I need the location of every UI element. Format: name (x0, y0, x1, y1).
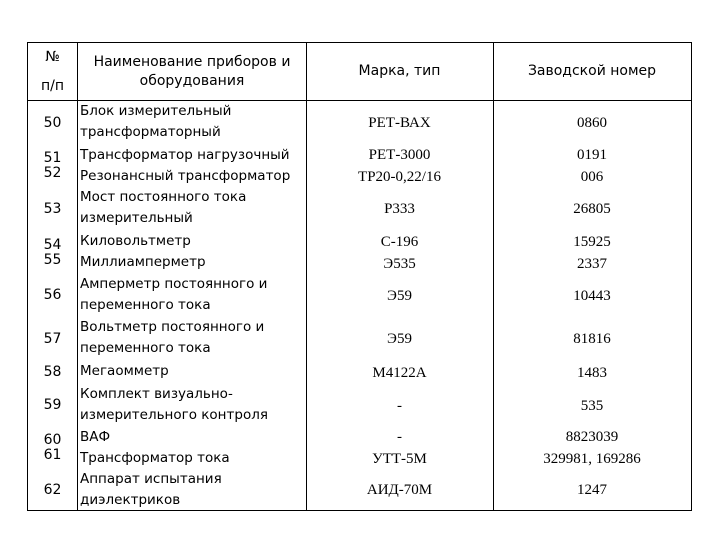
row-brand: Э59 (387, 287, 412, 304)
row-brand: С-196 Э535 (380, 233, 419, 272)
row-number: 51 52 (43, 150, 62, 181)
row-name: Аппарат испытания диэлектриков (80, 471, 222, 508)
row-brand: Р333 (384, 201, 415, 217)
row-serial: 0860 (577, 115, 607, 131)
row-name: Блок измерительный трансформаторный (80, 103, 232, 140)
header-brand: Марка, тип (358, 63, 441, 80)
row-number: 59 (43, 397, 62, 414)
row-name: ВАФ Трансформатор тока (80, 429, 230, 466)
row-name: Мост постоянного тока измерительный (80, 189, 247, 226)
row-serial: 535 (580, 397, 604, 414)
row-serial: 0191 006 (577, 147, 607, 185)
row-brand: - (397, 397, 402, 414)
header-name: Наименование приборов и оборудования (93, 53, 291, 89)
row-number: 54 55 (43, 236, 62, 268)
row-name: Мегаомметр (80, 363, 169, 379)
row-number: 60 61 (43, 432, 62, 463)
row-name: Амперметр постоянного и переменного тока (80, 276, 268, 313)
row-serial: 81816 (573, 331, 611, 347)
row-serial: 1483 (577, 364, 607, 381)
row-brand: М4122А (372, 364, 427, 381)
header-serial: Заводской номер (527, 63, 657, 80)
row-serial: 26805 (573, 201, 611, 217)
row-brand: - УТТ-5М (372, 429, 427, 467)
row-number: 50 (43, 114, 62, 131)
row-name: Трансформатор нагрузочный Резонансный трансформатор (80, 147, 291, 184)
row-brand: АИД-70М (366, 482, 433, 498)
header-num-symbol: № (45, 48, 60, 65)
row-serial: 8823039 329981, 169286 (543, 429, 641, 467)
header-num-label: п/п (40, 78, 65, 95)
row-number: 53 (43, 200, 62, 217)
row-serial: 1247 (577, 482, 607, 498)
row-name: Киловольтметр Миллиамперметр (80, 233, 206, 270)
row-brand: Э59 (387, 331, 412, 347)
row-number: 56 (43, 287, 62, 304)
equipment-table (27, 42, 692, 511)
row-serial: 15925 2337 (573, 233, 611, 272)
row-number: 62 (43, 481, 62, 498)
row-brand: РЕТ-3000 ТР20-0,22/16 (358, 147, 441, 185)
row-serial: 10443 (573, 287, 611, 304)
row-number: 57 (43, 330, 62, 347)
row-number: 58 (43, 364, 62, 381)
row-name: Вольтметр постоянного и переменного тока (80, 319, 265, 356)
row-brand: РЕТ-ВАХ (368, 115, 431, 131)
row-name: Комплект визуально-измерительного контроля (80, 386, 268, 423)
